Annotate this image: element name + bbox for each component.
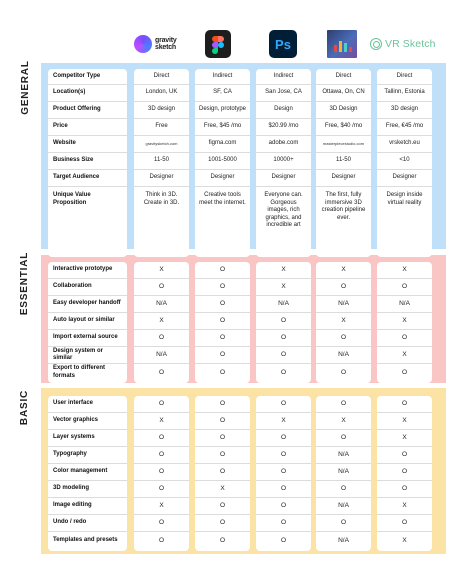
o-mark: O [219,536,226,544]
o-mark: O [134,279,189,296]
info-cell: SF, CA [195,85,250,102]
website-text: adobe.com [268,140,299,147]
o-mark: O [158,536,165,544]
masterpiece-logo [327,28,357,60]
x-mark: X [377,413,432,430]
x-mark: X [134,498,189,515]
na-mark: N/A [316,464,371,481]
x-mark: X [256,262,311,279]
feature-label: Design system or similar [48,347,127,364]
feature-label: Product Offering [48,102,127,119]
o-mark: O [195,262,250,279]
info-cell: Creative tools meet the internet. [199,192,246,206]
o-mark: O [134,330,189,347]
feature-label: Auto layout or similar [48,313,127,330]
basic-masterpiece-column [316,396,371,551]
feature-label: Import external source [48,330,127,347]
info-cell: <10 [377,153,432,170]
general-vr-sketch-column [377,69,432,257]
o-mark: O [377,396,432,413]
o-mark: O [316,396,371,413]
figma-logo-icon [205,30,231,58]
o-mark: O [256,430,311,447]
info-cell: Design inside virtual reality [386,192,423,206]
feature-label: 3D modeling [48,481,127,498]
x-mark: X [256,413,311,430]
o-mark: O [195,430,250,447]
info-cell: Designer [316,170,371,187]
o-mark: O [256,515,311,532]
info-cell: San Jose, CA [256,85,311,102]
gravity-sketch-logo-icon [134,35,152,53]
o-mark: O [377,330,432,347]
info-cell: 11-50 [316,153,371,170]
o-mark: O [377,515,432,532]
basic-section-label: BASIC [19,389,31,425]
feature-label: Target Audience [48,170,127,187]
info-cell: Free, $45 /mo [195,119,250,136]
feature-label: Vector graphics [48,413,127,430]
basic-photoshop-column [256,396,311,551]
info-cell: Free [134,119,189,136]
o-mark: O [134,447,189,464]
figma-logo [205,28,231,60]
info-cell: Designer [195,170,250,187]
feature-label: Competitor Type [48,69,127,85]
masterpiece-logo-icon [327,30,357,58]
general-masterpiece-column [316,69,371,257]
info-cell: 11-50 [134,153,189,170]
o-mark: O [195,296,250,313]
gravity-sketch-logo [134,28,186,60]
feature-label: Color management [48,464,127,481]
x-mark: X [256,279,311,296]
info-cell: Designer [134,170,189,187]
general-feature-labels-column [48,69,127,257]
o-mark: O [377,279,432,296]
basic-figma-column [195,396,250,551]
info-cell: 10000+ [256,153,311,170]
feature-label: Image editing [48,498,127,515]
essential-gravity-sketch-column [134,262,189,383]
x-mark: X [377,262,432,279]
competitor-logos-header [0,28,474,62]
feature-label: User interface [48,396,127,413]
na-mark: N/A [256,296,311,313]
x-mark: X [316,313,371,330]
basic-gravity-sketch-column [134,396,189,551]
o-mark: O [134,481,189,498]
info-cell: Everyone can. Gorgeous images, rich graphics, and incredible art [264,192,303,228]
o-mark: O [195,464,250,481]
x-mark: X [316,262,371,279]
o-mark: O [401,368,408,376]
info-cell: Design [256,102,311,119]
info-cell [195,136,250,153]
general-section-label: GENERAL [19,59,31,115]
na-mark: N/A [316,498,371,515]
info-cell: Ottawa, On, CN [316,85,371,102]
info-cell: $20.99 /mo [256,119,311,136]
o-mark: O [195,313,250,330]
o-mark: O [134,464,189,481]
general-figma-column [195,69,250,257]
o-mark: O [256,396,311,413]
o-mark: O [256,498,311,515]
o-mark: O [377,447,432,464]
o-mark: O [280,536,287,544]
na-mark: N/A [134,296,189,313]
feature-label: Collaboration [48,279,127,296]
info-cell [377,136,432,153]
vr-sketch-logo [370,28,438,60]
info-cell: Tallinn, Estonia [377,85,432,102]
feature-label: Typography [48,447,127,464]
na-mark: N/A [316,447,371,464]
o-mark: O [377,464,432,481]
na-mark: N/A [377,296,432,313]
feature-label: Location(s) [48,85,127,102]
info-cell: 3D design [377,102,432,119]
o-mark: O [280,368,287,376]
website-text: figma.com [208,140,237,147]
x-mark: X [377,498,432,515]
info-cell: Design, prototype [195,102,250,119]
x-mark: X [316,413,371,430]
o-mark: O [195,498,250,515]
feature-label: Unique Value Proposition [53,192,91,206]
info-cell: London, UK [134,85,189,102]
na-mark: N/A [316,347,371,364]
o-mark: O [256,481,311,498]
general-gravity-sketch-column [134,69,189,257]
o-mark: O [377,481,432,498]
o-mark: O [195,347,250,364]
info-cell: Think in 3D. Create in 3D. [143,192,180,206]
x-mark: X [195,481,250,498]
o-mark: O [256,330,311,347]
feature-label: Website [48,136,127,153]
o-mark: O [256,447,311,464]
na-mark: N/A [134,347,189,364]
info-cell: Designer [256,170,311,187]
o-mark: O [195,279,250,296]
essential-section-label: ESSENTIAL [19,251,31,315]
info-cell: 3D Design [316,102,371,119]
o-mark: O [316,330,371,347]
basic-vr-sketch-column [377,396,432,551]
o-mark: O [195,330,250,347]
feature-label: Easy developer handoff [48,296,127,313]
x-mark: X [377,347,432,364]
x-mark: X [402,536,407,544]
x-mark: X [377,430,432,447]
info-cell: Indirect [256,69,311,85]
na-mark: N/A [338,536,349,544]
info-cell [256,136,311,153]
website-text: vrsketch.eu [389,140,420,147]
o-mark: O [134,515,189,532]
basic-feature-labels-column [48,396,127,551]
x-mark: X [377,313,432,330]
feature-label: Templates and presets [53,536,118,543]
x-mark: X [134,262,189,279]
feature-label: Undo / redo [48,515,127,532]
vr-sketch-logo-icon [370,38,382,50]
o-mark: O [134,430,189,447]
website-text: gravitysketch.com [145,141,178,147]
info-cell: Direct [377,69,432,85]
o-mark: O [195,413,250,430]
website-text: masterpiecestudio.com [322,141,365,147]
o-mark: O [256,313,311,330]
o-mark: O [195,396,250,413]
essential-figma-column [195,262,250,383]
essential-feature-labels-column [48,262,127,383]
gravity-sketch-logo-text: gravity sketch [155,37,177,51]
o-mark: O [219,368,226,376]
o-mark: O [316,515,371,532]
o-mark: O [316,430,371,447]
o-mark: O [195,515,250,532]
vr-sketch-logo-text: VR Sketch [385,38,436,50]
photoshop-logo-icon: Ps [269,30,297,58]
feature-label: Price [48,119,127,136]
info-cell: Direct [134,69,189,85]
info-cell [134,136,189,153]
feature-label: Business Size [48,153,127,170]
o-mark: O [316,279,371,296]
o-mark: O [340,368,347,376]
info-cell: Free, €45 /mo [377,119,432,136]
o-mark: O [316,481,371,498]
photoshop-logo [269,28,297,60]
info-cell: 1001-5000 [195,153,250,170]
essential-vr-sketch-column [377,262,432,383]
info-cell: 3D design [134,102,189,119]
x-mark: X [134,313,189,330]
info-cell: The first, fully immersive 3D creation pipeline ever. [321,192,366,221]
info-cell: Designer [377,170,432,187]
feature-label: Layer systems [48,430,127,447]
o-mark: O [256,347,311,364]
na-mark: N/A [316,296,371,313]
essential-masterpiece-column [316,262,371,383]
o-mark: O [195,447,250,464]
feature-label: Export to different formats [53,365,105,379]
info-cell: Direct [316,69,371,85]
info-cell: Free, $40 /mo [316,119,371,136]
x-mark: X [134,413,189,430]
info-cell [316,136,371,153]
feature-label: Interactive prototype [48,262,127,279]
o-mark: O [256,464,311,481]
o-mark: O [158,368,165,376]
general-photoshop-column [256,69,311,257]
info-cell: Indirect [195,69,250,85]
essential-photoshop-column [256,262,311,383]
o-mark: O [134,396,189,413]
